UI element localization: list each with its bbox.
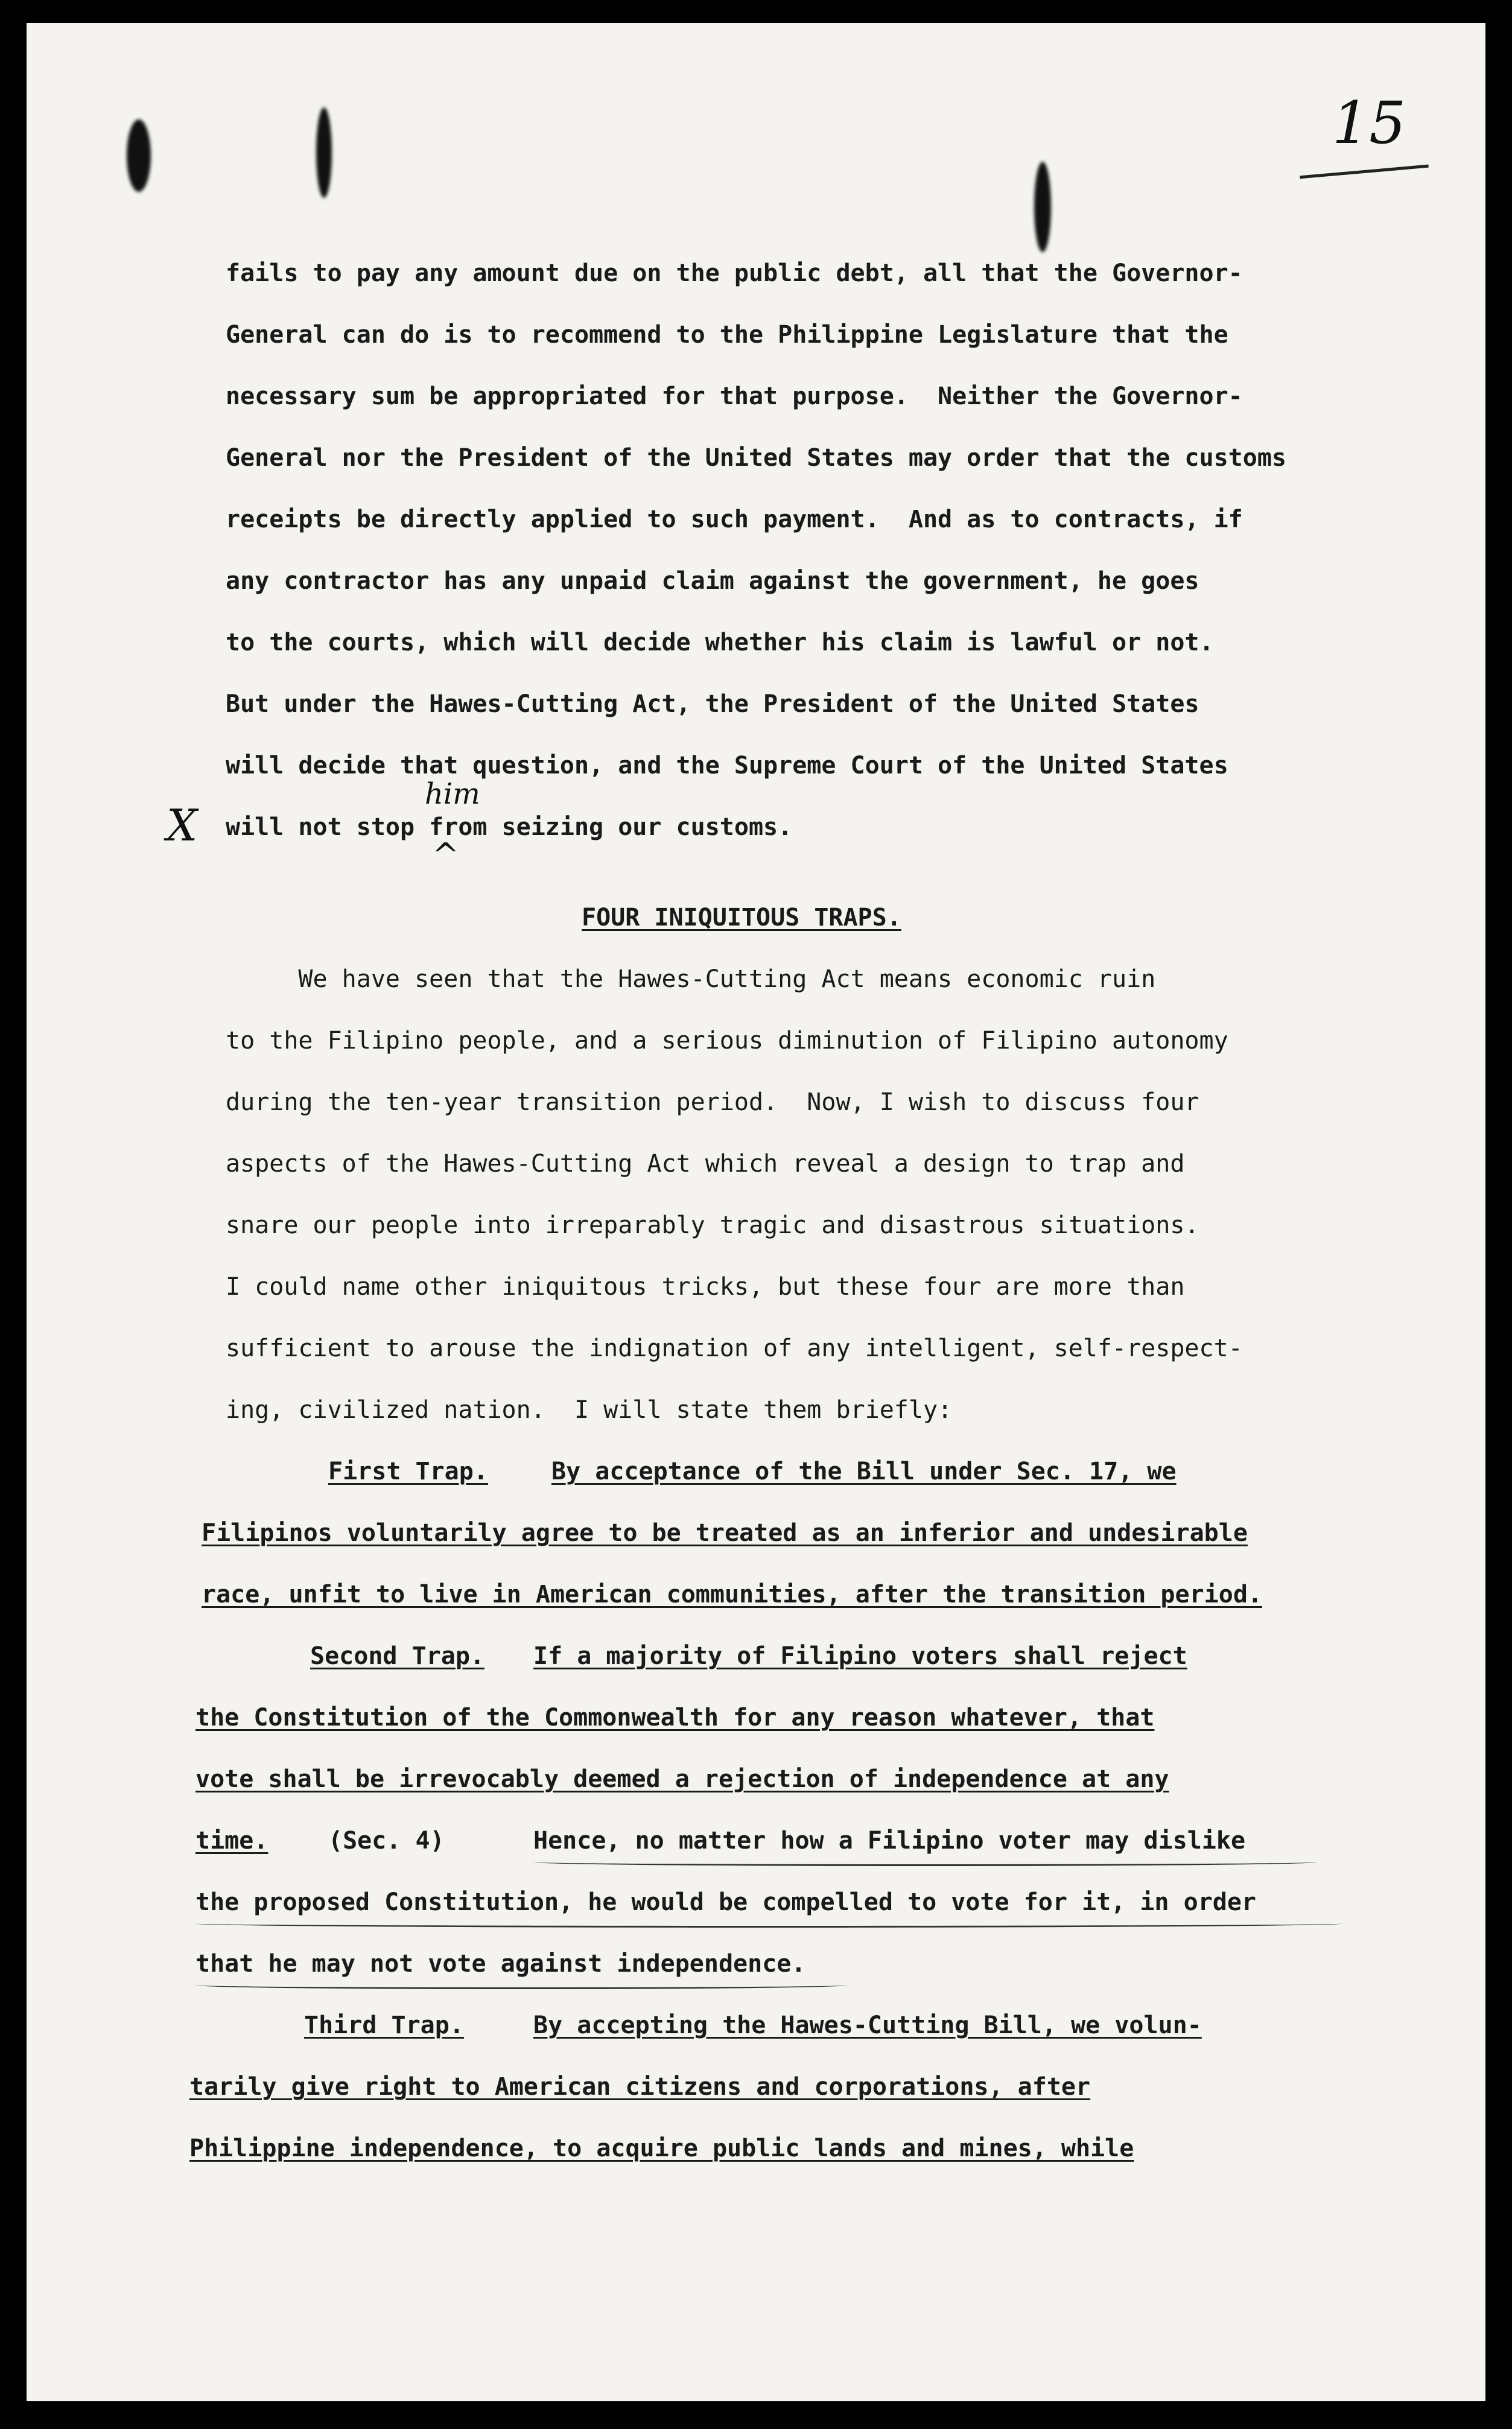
handwritten-wavy-underline	[533, 1858, 1318, 1866]
second-trap-rest: Hence, no matter how a Filipino voter may dislike	[533, 1827, 1246, 1855]
ink-smudge	[127, 119, 151, 192]
second-trap-line: vote shall be irrevocably deemed a rejection of independence at any	[195, 1765, 1169, 1793]
text-line: will decide that question, and the Supreme Court of the United States	[226, 752, 1228, 780]
handwritten-insertion: him	[425, 777, 480, 811]
second-trap-rest: the proposed Constitution, he would be compelled to vote for it, in order	[195, 1888, 1256, 1916]
second-trap-line: If a majority of Filipino voters shall reject	[533, 1642, 1187, 1670]
insertion-caret: ^	[432, 836, 460, 874]
text-line: sufficient to arouse the indignation of any intelligent, self-respect-	[226, 1335, 1243, 1362]
text-line: fails to pay any amount due on the public debt, all that the Governor-	[226, 259, 1243, 287]
text-line: necessary sum be appropriated for that purpose. Neither the Governor-	[226, 383, 1243, 410]
section-heading: FOUR INIQUITOUS TRAPS.	[582, 904, 901, 932]
ink-smudge	[1034, 162, 1051, 252]
text-line: any contractor has any unpaid claim against the government, he goes	[226, 567, 1199, 595]
first-trap-line: race, unfit to live in American communities, after the transition period.	[202, 1581, 1262, 1608]
text-line: to the courts, which will decide whether his claim is lawful or not.	[226, 629, 1214, 656]
second-trap-line: time.	[195, 1827, 268, 1855]
third-trap-line: tarily give right to American citizens and corporations, after	[189, 2073, 1091, 2101]
second-trap-section-ref: (Sec. 4)	[328, 1827, 445, 1855]
second-trap-rest: that he may not vote against independence.	[195, 1950, 806, 1978]
text-line: will not stop from seizing our customs.	[226, 813, 793, 841]
text-line: aspects of the Hawes-Cutting Act which reveal a design to trap and	[226, 1150, 1185, 1178]
text-line: receipts be directly applied to such payment. And as to contracts, if	[226, 506, 1243, 533]
first-trap-label: First Trap.	[328, 1458, 488, 1485]
text-line: ing, civilized nation. I will state them briefly:	[226, 1396, 953, 1424]
page-number: 15	[1332, 89, 1406, 157]
handwritten-wavy-underline	[195, 1920, 1342, 1928]
ink-smudge	[316, 107, 332, 198]
handwritten-wavy-underline	[195, 1981, 847, 1989]
page-number-underline	[1300, 165, 1429, 179]
text-line: during the ten-year transition period. Now, I wish to discuss four	[226, 1088, 1199, 1116]
text-line: snare our people into irreparably tragic and disastrous situations.	[226, 1211, 1199, 1239]
second-trap-line: the Constitution of the Commonwealth for any reason whatever, that	[195, 1704, 1155, 1732]
first-trap-line: Filipinos voluntarily agree to be treated as an inferior and undesirable	[202, 1519, 1248, 1547]
first-trap-line: By acceptance of the Bill under Sec. 17, we	[551, 1458, 1177, 1485]
margin-annotation: X	[167, 800, 198, 851]
text-line: I could name other iniquitous tricks, but these four are more than	[226, 1273, 1185, 1301]
text-line: General nor the President of the United States may order that the customs	[226, 444, 1286, 472]
text-line: But under the Hawes-Cutting Act, the President of the United States	[226, 690, 1199, 718]
text-line: We have seen that the Hawes-Cutting Act means economic ruin	[226, 965, 1156, 993]
second-trap-label: Second Trap.	[310, 1642, 484, 1670]
third-trap-label: Third Trap.	[304, 2011, 464, 2039]
text-line: General can do is to recommend to the Philippine Legislature that the	[226, 321, 1228, 349]
third-trap-line: Philippine independence, to acquire public lands and mines, while	[189, 2135, 1134, 2162]
third-trap-line: By accepting the Hawes-Cutting Bill, we volun-	[533, 2011, 1202, 2039]
document-page	[27, 23, 1485, 2401]
text-line: to the Filipino people, and a serious diminution of Filipino autonomy	[226, 1027, 1228, 1055]
